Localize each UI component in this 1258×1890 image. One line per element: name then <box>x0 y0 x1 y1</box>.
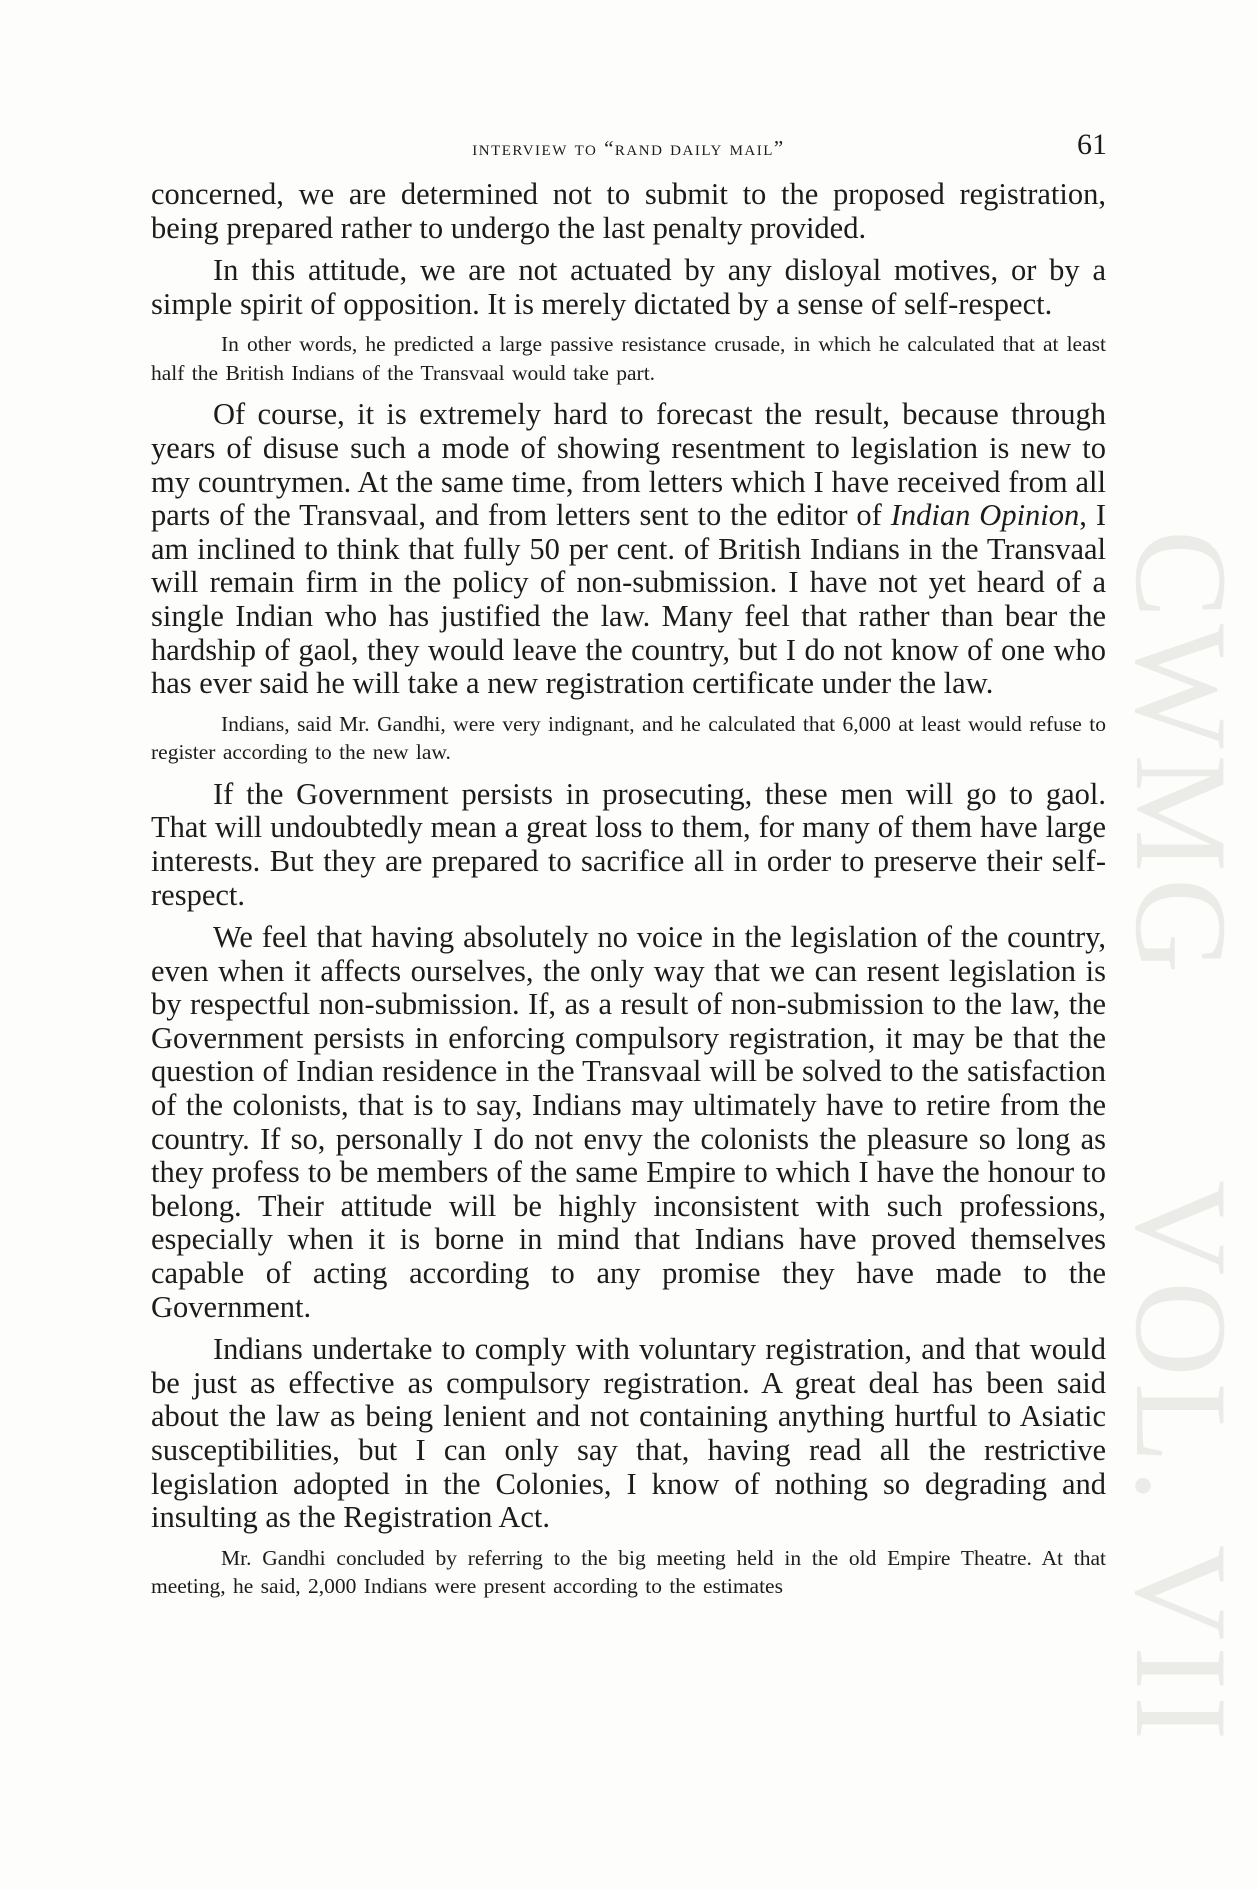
running-head: interview to “rand daily mail” <box>472 136 785 160</box>
paragraph-text: , I am inclined to think that fully 50 per cent. of British Indians in the Transvaal will remain firm in the policy of non-submission. I have not yet heard of a single Indian who has justified the law. Many feel that rather than bear the hardship of gaol, they would leave the country, but I do not know of one who has ever said he will take a new registration certificate under the law. <box>151 498 1106 701</box>
narration-paragraph: Mr. Gandhi concluded by referring to the big meeting held in the old Empire Theatre. At that meeting, he said, 2,000 Indians were present according to the estimates <box>151 1545 1106 1599</box>
paragraph: We feel that having absolutely no voice in the legislation of the country, even when it affects ourselves, the only way that we can resent legislation is by respectful non-submission. If, as a result of non-submission to the law, the Government persists in enforcing compulsory registration, it may be that the question of Indian residence in the Transvaal will be solved to the satisfaction of the colonists, that is to say, Indians may ultimately have to retire from the country. If so, personally I do not envy the colonists the pleasure so long as they profess to be members of the same Empire to which I have the honour to belong. Their attitude will be highly inconsistent with such professions, especially when it is borne in mind that Indians have proved themselves capable of acting according to any promise they have made to the Government. <box>151 920 1106 1324</box>
paragraph: If the Government persists in prosecuting, these men will go to gaol. That will undoubtedly mean a great loss to them, for many of them have large interests. But they are prepared to sacrifice all in order to preserve their self-respect. <box>151 776 1106 912</box>
body-text <box>151 178 1106 1612</box>
watermark-text-volume: VOL. VII <box>1108 1180 1255 1747</box>
paragraph-text: Of course, it is extremely hard to forecast the result, because through years of disuse such a mode of showing resentment to legislation is new to my countrymen. At the same time, from letters which I have received from all parts of the Transvaal, and from letters sent to the editor of <box>151 397 1106 533</box>
page-header <box>150 128 1107 168</box>
narration-paragraph: In other words, he predicted a large passive resistance crusade, in which he calculated that at least half the British Indians of the Transvaal would take part. <box>151 332 1106 385</box>
paragraph: In this attitude, we are not actuated by any disloyal motives, or by a simple spirit of opposition. It is merely dictated by a sense of self-respect. <box>151 253 1106 321</box>
newspaper-title: Indian Opinion <box>890 498 1080 533</box>
narration-paragraph: Indians, said Mr. Gandhi, were very indignant, and he calculated that 6,000 at least would refuse to register according to the new law. <box>151 711 1106 765</box>
paragraph-continued: concerned, we are determined not to submit to the proposed registration, being prepared rather to undergo the last penalty provided. <box>151 177 1106 245</box>
page-number: 61 <box>1077 128 1107 161</box>
watermark-text: CWMG <box>1108 530 1255 980</box>
paragraph <box>151 398 1106 700</box>
paragraph: Indians undertake to comply with voluntary registration, and that would be just as effective as compulsory registration. A great deal has been said about the law as being lenient and not containing anything hurtful to Asiatic susceptibilities, but I can only say that, having read all the restrictive legislation adopted in the Colonies, I know of nothing so degrading and insulting as the Registration Act. <box>151 1332 1106 1535</box>
